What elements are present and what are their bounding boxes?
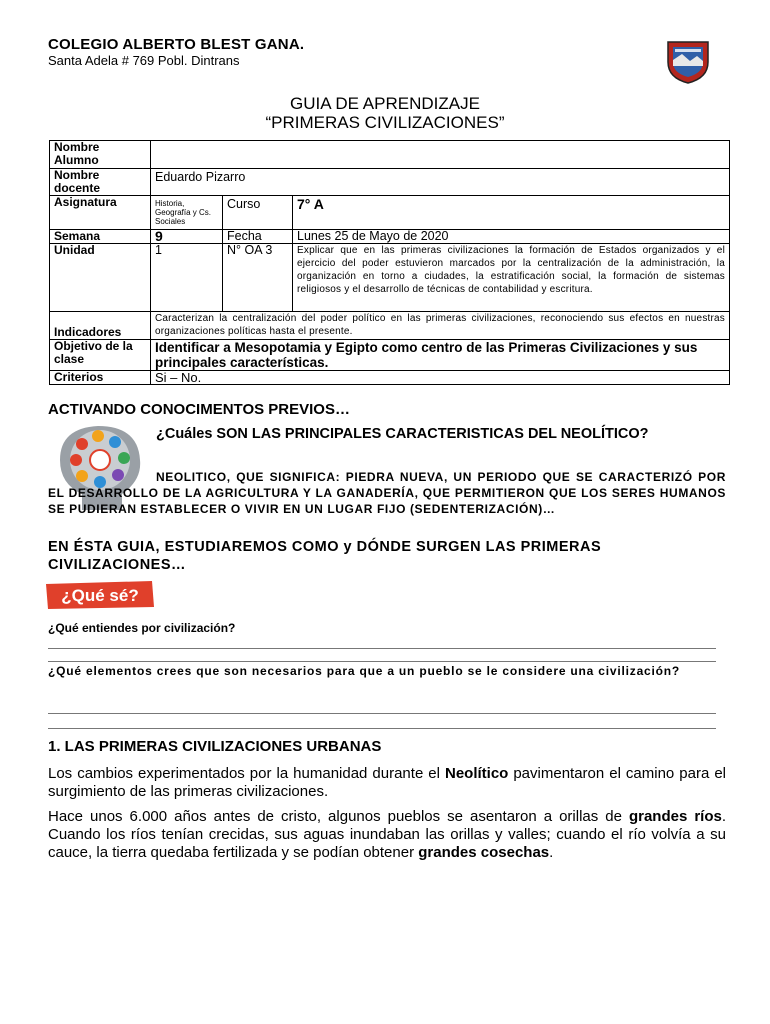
answer-line-4[interactable] — [48, 728, 716, 729]
section-1-paragraph-1: Los cambios experimentados por la humanidad durante el Neolítico pavimentaron el camino para el surgimiento de las primeras civilizaciones. — [48, 765, 726, 800]
asignatura-label: Asignatura — [50, 196, 151, 230]
question-civilizacion: ¿Qué entiendes por civilización? — [48, 621, 236, 635]
activando-heading: ACTIVANDO CONOCIMENTOS PREVIOS… — [48, 401, 350, 418]
answer-line-1[interactable] — [48, 648, 716, 649]
estudiaremos-statement: EN ÉSTA GUIA, ESTUDIAREMOS COMO y DÓNDE SURGEN LAS PRIMERAS CIVILIZACIONES… — [48, 539, 602, 573]
semana-label: Semana — [50, 230, 151, 244]
neolitico-definition: NEOLITICO, QUE SIGNIFICA: PIEDRA NUEVA, UN PERIODO QUE SE CARACTERIZÓ POR EL DESARROLLO DE LA AGRICULTURA Y LA GANADERÍA, QUE PERMITIERON QUE LOS SERES HUMANOS SE PUDIERAN ESTABLECER O VIVIR EN UN LUGAR FIJO (SEDENTERIZACIÓN)… — [48, 470, 726, 516]
answer-line-3[interactable] — [48, 713, 716, 714]
unidad-value: 1 — [151, 244, 223, 312]
section-1-paragraph-2: Hace unos 6.000 años antes de cristo, algunos pueblos se asentaron a orillas de grandes ríos. Cuando los ríos tenían crecidas, sus aguas inundaban las orillas y valles; cuando el río volvía a su cauce, la tierra quedaba fertilizada y se podían obtener grandes cosechas. — [48, 808, 727, 861]
fecha-label: Fecha — [223, 230, 293, 244]
answer-line-2[interactable] — [48, 661, 716, 662]
objetivo-label: Objetivo de la clase — [50, 340, 151, 371]
school-name: COLEGIO ALBERTO BLEST GANA. — [48, 36, 305, 53]
semana-value: 9 — [151, 230, 223, 244]
school-crest-logo — [664, 36, 712, 84]
guide-subtitle: “PRIMERAS CIVILIZACIONES” — [265, 113, 505, 132]
school-address: Santa Adela # 769 Pobl. Dintrans — [48, 53, 240, 68]
oa-label: N° OA 3 — [223, 244, 293, 312]
que-se-badge-text: ¿Qué sé? — [61, 586, 139, 605]
nombre-docente-value: Eduardo Pizarro — [151, 169, 730, 196]
curso-value: 7° A — [293, 196, 730, 230]
nombre-alumno-label: Nombre Alumno — [50, 141, 151, 169]
indicadores-label: Indicadores — [50, 312, 151, 340]
guide-title: GUIA DE APRENDIZAJE — [290, 94, 480, 113]
objetivo-value: Identificar a Mesopotamia y Egipto como centro de las Primeras Civilizaciones y sus principales características. — [151, 340, 730, 371]
criterios-label: Criterios — [50, 371, 151, 385]
nombre-alumno-field[interactable] — [151, 141, 730, 169]
section-1-heading: 1. LAS PRIMERAS CIVILIZACIONES URBANAS — [48, 738, 382, 755]
que-se-badge — [44, 580, 156, 610]
curso-label: Curso — [223, 196, 293, 230]
asignatura-value: Historia, Geografía y Cs. Sociales — [151, 196, 223, 230]
question-elementos: ¿Qué elementos crees que son necesarios para que a un pueblo se le considere una civilización? — [48, 664, 681, 678]
info-table — [49, 140, 730, 385]
unidad-label: Unidad — [50, 244, 151, 312]
fecha-value: Lunes 25 de Mayo de 2020 — [293, 230, 730, 244]
oa-description: Explicar que en las primeras civilizaciones la formación de Estados organizados y el ejercicio del poder estuvieron marcados por la centralización de la administración, la organización en torno a ciudades, la estratificación social, la formación de sistemas religiosos y el desarrollo de técnicas de contabilidad y escritura. — [293, 244, 730, 312]
neolitico-question: ¿Cuáles SON LAS PRINCIPALES CARACTERISTICAS DEL NEOLÍTICO? — [156, 426, 649, 442]
nombre-docente-label: Nombre docente — [50, 169, 151, 196]
indicadores-value: Caracterizan la centralización del poder político en las primeras civilizaciones, reconociendo sus efectos en nuestras organizaciones políticas hasta el presente. — [151, 312, 730, 340]
criterios-value: Si – No. — [151, 371, 730, 385]
